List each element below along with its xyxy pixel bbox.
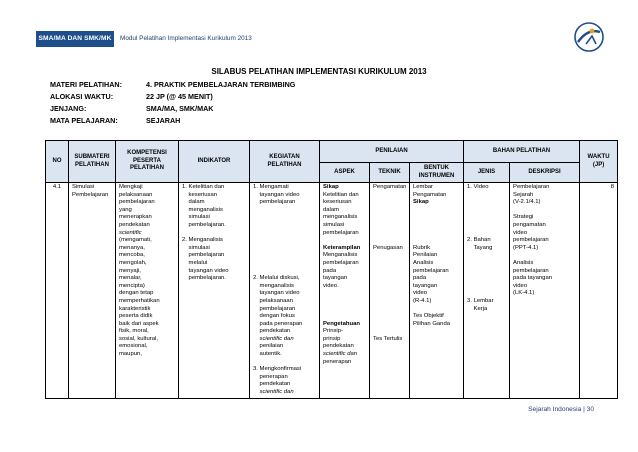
cell-line: Prinsip- xyxy=(323,328,343,335)
cell-jenis xyxy=(464,183,510,399)
cell-line xyxy=(373,214,406,222)
cell-line xyxy=(373,268,406,276)
header-waktu: WAKTU (JP) xyxy=(580,141,618,183)
cell-aspek xyxy=(320,183,370,399)
cell-line: 3. Lembar xyxy=(467,297,494,304)
cell-line: 2. Menganalisis xyxy=(182,237,223,244)
cell-line: pembelajaran. xyxy=(182,221,226,228)
cell-line: Pembelajaran xyxy=(72,191,109,198)
cell-line: Keterampilan xyxy=(323,244,361,251)
cell-line xyxy=(467,283,506,291)
page-footer: Sejarah Indonesia | 30 xyxy=(528,406,594,413)
cell-line: Pengamatan xyxy=(413,191,447,198)
cell-line: simulasi xyxy=(182,214,210,221)
cell-line xyxy=(413,222,460,230)
cell-line xyxy=(373,283,406,291)
cell-line xyxy=(373,192,406,200)
cell-line xyxy=(253,237,316,245)
cell-line xyxy=(253,260,316,268)
table-row xyxy=(46,183,618,399)
cell-line: fisik, moral, xyxy=(119,328,149,335)
cell-line: scientific dan xyxy=(253,335,294,342)
cell-line: autentik. xyxy=(253,351,282,358)
cell-line xyxy=(467,260,506,268)
cell-line: pada tayangan xyxy=(513,275,552,282)
cell-line: Pilihan Ganda xyxy=(413,320,451,327)
cell-line xyxy=(323,237,366,245)
cell-line: pendekatan xyxy=(119,221,150,228)
header-no: NO xyxy=(46,141,69,183)
cell-line xyxy=(467,290,506,298)
cell-line: Tayang xyxy=(467,244,493,251)
cell-line: sosial, kultural, xyxy=(119,335,158,342)
cell-line xyxy=(467,268,506,276)
cell-line: menyaji, xyxy=(119,267,141,274)
header-penilaian: PENILAIAN xyxy=(320,141,464,163)
cell-line xyxy=(373,207,406,215)
cell-line xyxy=(373,290,406,298)
cell-line xyxy=(467,222,506,230)
cell-line xyxy=(467,207,506,215)
cell-line: pendekatan xyxy=(253,328,291,335)
cell-line xyxy=(323,306,366,314)
cell-line: peserta didik xyxy=(119,313,153,320)
meta-row: MATERI PELATIHAN: 4. PRAKTIK PEMBELAJARAN TERBIMBING xyxy=(50,80,296,89)
cell-line: Simulasi xyxy=(72,184,95,190)
cell-materi xyxy=(69,183,116,399)
cell-line xyxy=(323,290,366,298)
kurikulum-logo-icon xyxy=(566,22,612,52)
cell-line xyxy=(467,252,506,260)
cell-line xyxy=(253,268,316,276)
cell-line: penerapan xyxy=(323,358,352,365)
cell-line xyxy=(373,237,406,245)
cell-line: memperhatikan xyxy=(119,297,160,304)
header-bahan: BAHAN PELATIHAN xyxy=(464,141,580,163)
cell-line: karakteristik xyxy=(119,305,151,312)
meta-row: ALOKASI WAKTU: 22 JP (@ 45 MENIT) xyxy=(50,92,213,101)
cell-line: pembelajaran xyxy=(513,237,549,244)
header-kompetensi: KOMPETENSI PESERTA PELATIHAN xyxy=(116,141,179,183)
cell-line xyxy=(467,192,506,200)
header-bentuk: BENTUK INSTRUMEN xyxy=(410,163,464,183)
cell-line: mencoba, xyxy=(119,252,145,259)
cell-waktu: 8 xyxy=(580,183,618,399)
cell-line: Sejarah xyxy=(513,191,534,198)
cell-line xyxy=(467,275,506,283)
cell-line xyxy=(467,199,506,207)
cell-teknik xyxy=(370,183,410,399)
cell-line: Tes Tertulis xyxy=(373,335,403,342)
cell-line: Sikap xyxy=(413,199,429,206)
cell-line: keseriusan xyxy=(323,199,352,206)
cell-line: yang xyxy=(119,206,132,213)
cell-line: 1. Ketelitian dan xyxy=(182,184,225,190)
cell-line xyxy=(373,313,406,321)
cell-deskripsi xyxy=(510,183,580,399)
cell-line: (R-4.1) xyxy=(413,297,432,304)
cell-line: pendekatan xyxy=(253,381,291,388)
cell-line: pada penerapan xyxy=(253,320,303,327)
cell-no: 4.1 xyxy=(46,183,69,399)
cell-line xyxy=(253,207,316,215)
cell-line: pada xyxy=(413,275,427,282)
cell-line xyxy=(182,230,246,238)
cell-line: scientific dan xyxy=(323,351,358,358)
cell-line xyxy=(253,252,316,260)
header-materi: SUBMATERI PELATIHAN xyxy=(69,141,116,183)
cell-line: dengan fokus xyxy=(253,313,295,320)
cell-line xyxy=(373,328,406,336)
cell-line: Lembar xyxy=(413,184,433,190)
cell-line xyxy=(413,306,460,314)
cell-line: tayangan video xyxy=(253,191,300,198)
cell-line: Rubrik xyxy=(413,244,431,251)
cell-line: prinsip xyxy=(323,335,341,342)
cell-line: keseriusan xyxy=(182,191,218,198)
cell-line: Tes Objektif xyxy=(413,313,444,320)
cell-line: pembelajaran xyxy=(253,305,296,312)
cell-line: pada xyxy=(323,267,337,274)
cell-line xyxy=(373,321,406,329)
cell-line xyxy=(373,252,406,260)
cell-line xyxy=(513,207,576,215)
cell-line: simulasi xyxy=(182,244,210,251)
cell-line: pembelajaran xyxy=(323,229,359,236)
syllabus-meta xyxy=(50,79,295,127)
cell-line: 2. Melalui diskusi, xyxy=(253,275,300,282)
cell-line xyxy=(373,275,406,283)
cell-indikator xyxy=(179,183,250,399)
header-deskripsi: DESKRIPSI xyxy=(510,163,580,183)
cell-line xyxy=(373,199,406,207)
cell-line: mengolah, xyxy=(119,259,147,266)
cell-line xyxy=(373,222,406,230)
cell-line: Pengetahuan xyxy=(323,320,360,327)
header-divider xyxy=(113,31,114,47)
cell-line xyxy=(413,237,460,245)
cell-line: (LK-4.1) xyxy=(513,290,535,297)
cell-line: penerapan xyxy=(253,373,288,380)
cell-line xyxy=(253,359,316,367)
cell-line: pembelajaran xyxy=(413,267,449,274)
header-indikator: INDIKATOR xyxy=(179,141,250,183)
cell-line: melalui xyxy=(182,259,208,266)
cell-kompetensi xyxy=(116,183,179,399)
cell-line: menanya, xyxy=(119,244,145,251)
cell-line: pengamatan xyxy=(513,221,546,228)
cell-line: video xyxy=(513,229,528,236)
cell-line: video xyxy=(513,282,528,289)
cell-line: tayangan video xyxy=(253,290,300,297)
cell-line xyxy=(253,230,316,238)
cell-line: pembelajaran xyxy=(119,199,155,206)
cell-line: pendekatan xyxy=(323,343,354,350)
cell-line xyxy=(253,214,316,222)
cell-line: dalam xyxy=(323,206,340,213)
cell-line: video xyxy=(413,290,428,297)
page-title: SILABUS PELATIHAN IMPLEMENTASI KURIKULUM 2013 xyxy=(211,67,427,76)
cell-line: 3. Mengkonfirmasi xyxy=(253,366,302,373)
cell-line: simulasi xyxy=(323,221,345,228)
cell-line: menganalisis xyxy=(182,206,223,213)
cell-line: Strategi xyxy=(513,214,534,221)
cell-line: Penilaian xyxy=(413,252,438,259)
syllabus-table xyxy=(45,140,618,399)
cell-line xyxy=(373,306,406,314)
cell-line: tayangan xyxy=(413,282,438,289)
cell-line: Analisis xyxy=(513,259,534,266)
cell-line: baik dari aspek xyxy=(119,320,159,327)
cell-line: pembelajaran xyxy=(513,267,549,274)
header-badge: SMA/MA DAN SMK/MK xyxy=(36,31,114,47)
cell-line: menalar, xyxy=(119,275,142,282)
cell-line xyxy=(513,252,576,260)
cell-line: Sikap xyxy=(323,184,339,190)
cell-line: 1. Video xyxy=(467,184,489,190)
cell-line: Kerja xyxy=(467,305,488,312)
cell-line xyxy=(323,298,366,306)
header-teknik: TEKNIK xyxy=(370,163,410,183)
cell-line: Ketelitian dan xyxy=(323,191,359,198)
cell-line: tayangan video xyxy=(182,267,229,274)
cell-line: (mengamati, xyxy=(119,237,152,244)
cell-line: emosional, xyxy=(119,343,148,350)
cell-line xyxy=(413,214,460,222)
cell-line xyxy=(373,230,406,238)
cell-line xyxy=(413,230,460,238)
cell-line xyxy=(373,260,406,268)
cell-line: pembelajaran xyxy=(253,199,296,206)
cell-line: pembelajaran xyxy=(182,252,225,259)
cell-line: mencipta) xyxy=(119,282,145,289)
header-aspek: ASPEK xyxy=(320,163,370,183)
cell-line: Penugasan xyxy=(373,244,403,251)
cell-line xyxy=(467,214,506,222)
cell-line: penilaian xyxy=(253,343,284,350)
cell-bentuk xyxy=(410,183,464,399)
cell-line: Analisis xyxy=(413,259,434,266)
cell-line xyxy=(323,313,366,321)
cell-line: pelaksanaan xyxy=(119,191,153,198)
cell-line: tayangan xyxy=(323,275,348,282)
cell-line: pembelajaran xyxy=(323,259,359,266)
cell-line: menerapkan xyxy=(119,214,152,221)
cell-line: Menganalisis xyxy=(323,252,358,259)
header-kegiatan: KEGIATAN PELATIHAN xyxy=(250,141,320,183)
cell-line: Mengkaji xyxy=(119,184,143,190)
cell-line: 1. Mengamati xyxy=(253,184,289,190)
cell-line xyxy=(467,230,506,238)
cell-line xyxy=(253,222,316,230)
cell-line xyxy=(373,298,406,306)
meta-row: JENJANG: SMA/MA, SMK/MAK xyxy=(50,104,214,113)
cell-line xyxy=(253,245,316,253)
cell-line: video. xyxy=(323,282,339,289)
cell-line: dalam xyxy=(182,199,205,206)
cell-line: Pembelajaran xyxy=(513,184,550,190)
cell-line: pembelajaran. xyxy=(182,275,226,282)
cell-line: pelaksanaan xyxy=(253,297,293,304)
cell-kegiatan xyxy=(250,183,320,399)
cell-line: dengan tetap xyxy=(119,290,154,297)
header-jenis: JENIS xyxy=(464,163,510,183)
cell-line: menganalisis xyxy=(323,214,358,221)
cell-line: scientific dan xyxy=(253,389,294,396)
cell-line: (PPT-4.1) xyxy=(513,244,539,251)
cell-line: Pengamatan xyxy=(373,184,407,190)
cell-line: (V-2.1/4.1) xyxy=(513,199,541,206)
cell-line xyxy=(413,207,460,215)
cell-line: menganalisis xyxy=(253,282,294,289)
cell-line: scientific xyxy=(119,229,142,236)
meta-row: MATA PELAJARAN: SEJARAH xyxy=(50,116,181,125)
cell-line: 2. Bahan xyxy=(467,237,491,244)
cell-line: maupun, xyxy=(119,351,142,358)
header-subtitle: Modul Pelatihan Implementasi Kurikulum 2013 xyxy=(120,35,252,42)
